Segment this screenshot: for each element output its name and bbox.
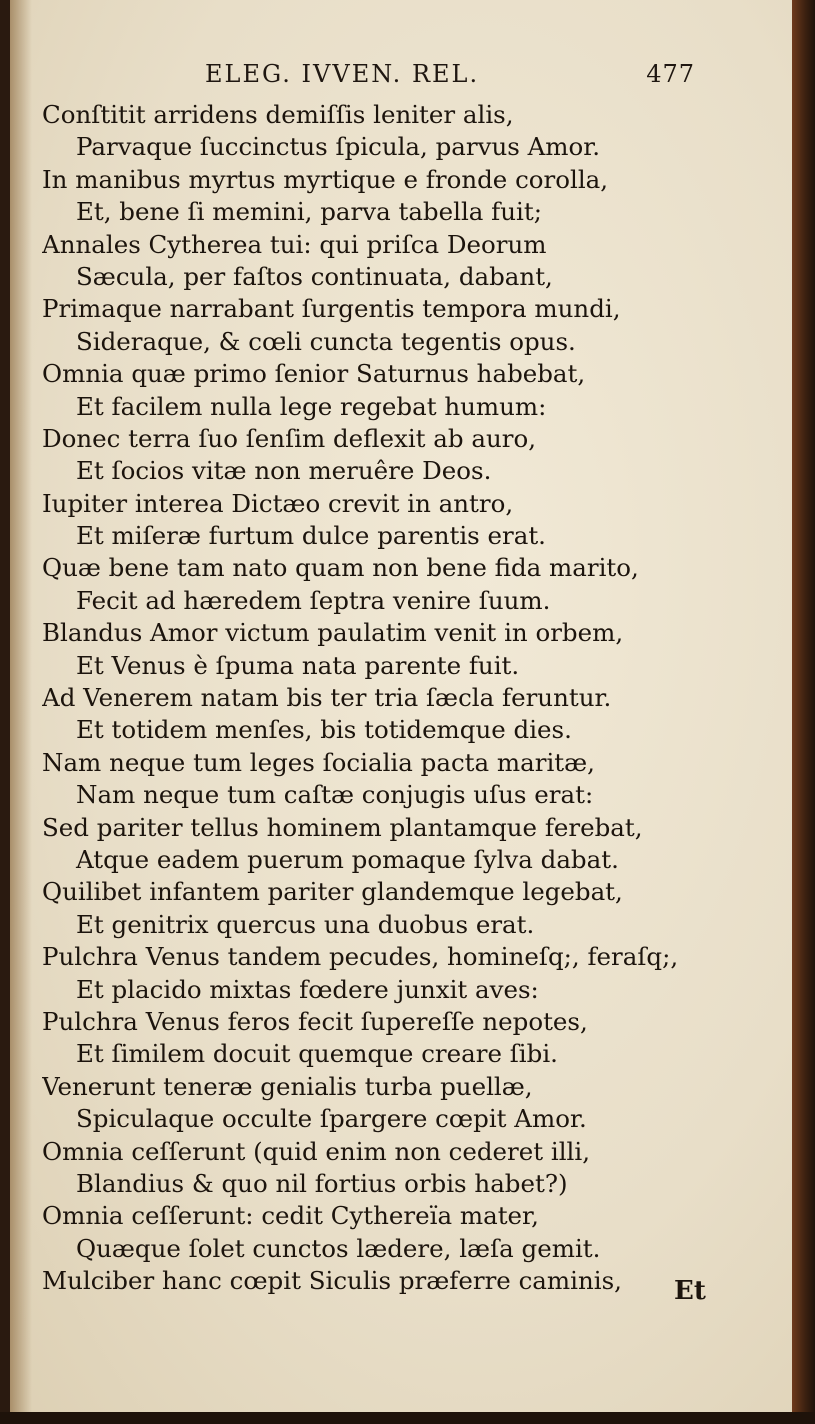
verse-line: Quilibet infantem pariter glandemque legebat, <box>42 877 623 907</box>
verse-line: Conſtitit arridens demiſſis leniter alis, <box>42 100 514 129</box>
verse-line: Sed pariter tellus hominem plantamque ferebat, <box>42 812 643 842</box>
book-cover-edge <box>792 0 815 1424</box>
verse-line: Omnia ceſſerunt (quid enim non cederet illi, <box>42 1136 591 1166</box>
verse-line: Parvaque ſuccinctus ſpicula, parvus Amor. <box>76 132 601 162</box>
verse-line: Sæcula, per faſtos continuata, dabant, <box>76 261 553 291</box>
verse-line: Quæ bene tam nato quam non bene fida marito, <box>42 553 639 583</box>
verse-line: Quæque ſolet cunctos lædere, læſa gemit. <box>76 1233 601 1263</box>
running-header <box>205 60 695 96</box>
verse-line: Primaque narrabant ſurgentis tempora mundi, <box>42 294 621 324</box>
page-bottom-edge <box>0 1412 815 1424</box>
verse-line: Et ſimilem docuit quemque creare ſibi. <box>76 1039 558 1069</box>
verse-line: Nam neque tum caſtæ conjugis uſus erat: <box>76 780 594 810</box>
verse-line: Venerunt teneræ genialis turba puellæ, <box>42 1071 533 1101</box>
verse-line: Fecit ad hæredem ſeptra venire ſuum. <box>76 585 551 615</box>
verse-line: Et placido mixtas fœdere junxit aves: <box>76 974 539 1004</box>
verse-line: Ad Venerem natam bis ter tria ſæcla feruntur. <box>42 683 612 713</box>
verse-line: Annales Cytherea tui: qui priſca Deorum <box>42 229 547 259</box>
verse-line: Et miſeræ furtum dulce parentis erat. <box>76 521 546 551</box>
verse-line: Omnia ceſſerunt: cedit Cythereïa mater, <box>42 1201 539 1231</box>
running-title: ELEG. IVVEN. REL. <box>205 60 480 88</box>
verse-line: Et facilem nulla lege regebat humum: <box>76 391 547 421</box>
verse-line: Sideraque, & cœli cuncta tegentis opus. <box>76 326 576 356</box>
gutter-shadow <box>10 0 32 1412</box>
verse-line: Spiculaque occulte ſpargere cœpit Amor. <box>76 1104 587 1134</box>
verse-line: Atque eadem puerum pomaque ſylva dabat. <box>76 844 619 874</box>
verse-line: Nam neque tum leges ſocialia pacta maritæ, <box>42 747 595 777</box>
page-number: 477 <box>646 60 695 88</box>
verse-line: Iupiter interea Dictæo crevit in antro, <box>42 488 514 518</box>
verse-line: Pulchra Venus feros fecit ſupereſſe nepotes, <box>42 1006 588 1036</box>
verse-line: Et totidem menſes, bis totidemque dies. <box>76 715 572 745</box>
verse-line: Et Venus è ſpuma nata parente fuit. <box>76 650 520 680</box>
poem-text <box>42 99 722 1297</box>
verse-line: Et genitrix quercus una duobus erat. <box>76 909 535 939</box>
book-page <box>10 0 792 1412</box>
verse-line: In manibus myrtus myrtique e fronde corolla, <box>42 164 609 194</box>
catchword: Et <box>674 1276 706 1306</box>
verse-line: Et ſocios vitæ non meruêre Deos. <box>76 456 492 486</box>
verse-line: Omnia quæ primo ſenior Saturnus habebat, <box>42 359 586 389</box>
verse-line: Blandius & quo nil fortius orbis habet?) <box>76 1168 568 1198</box>
verse-line: Pulchra Venus tandem pecudes, homineſq;, feraſq;, <box>42 942 679 972</box>
verse-line: Mulciber hanc cœpit Siculis præferre caminis, <box>42 1266 622 1296</box>
verse-line: Donec terra ſuo ſenſim deflexit ab auro, <box>42 423 537 453</box>
verse-line: Et, bene ſi memini, parva tabella fuit; <box>76 197 542 227</box>
verse-line: Blandus Amor victum paulatim venit in orbem, <box>42 618 624 648</box>
